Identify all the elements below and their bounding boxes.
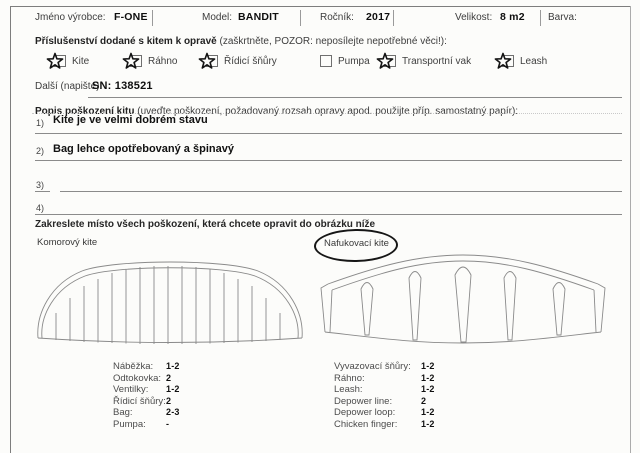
serial-underline <box>88 97 622 98</box>
header-divider <box>393 10 394 26</box>
list-item: Depower line: 2 <box>334 395 427 407</box>
list-item: Řídicí šňůry: 2 <box>113 395 172 407</box>
line-number: 3) <box>36 180 45 190</box>
manufacturer-label: Jméno výrobce: <box>35 12 106 23</box>
mark-damage-instruction: Zakreslete místo všech poškození, která chcete opravit do obrázku níže <box>35 219 376 230</box>
accessories-heading: Příslušenství dodané s kitem k opravě (zaškrtněte, POZOR: neposílejte nepotřebné věci!): <box>35 36 447 47</box>
list-item: Náběžka: 1-2 <box>113 361 180 372</box>
star-check-icon <box>494 52 516 71</box>
list-item: Vyvazovací šňůry: 1-2 <box>334 361 435 372</box>
list-item: Ventilky: 1-2 <box>113 384 180 395</box>
list-item: Odtokovka: 2 <box>113 372 172 384</box>
color-label: Barva: <box>548 12 577 23</box>
scan-border-top <box>10 6 631 7</box>
kite-strut <box>504 272 516 341</box>
accessory-item-kite <box>46 52 89 71</box>
damage-heading: Popis poškození kitu (uveďte poškození, požadovaný rozsah opravy apod. použijte příp. samostatný papír): <box>35 106 519 117</box>
damage-line-2-rule <box>35 160 622 161</box>
accessory-label: Pumpa <box>338 56 370 67</box>
accessory-label: Leash <box>520 56 548 67</box>
header-divider <box>152 10 153 26</box>
accessory-item-pumpa <box>312 52 370 71</box>
list-item: Ráhno: 1-2 <box>334 372 435 384</box>
list-item: Bag: 2-3 <box>113 407 180 418</box>
accessory-label: Kite <box>72 56 90 67</box>
accessory-label: Transportní vak <box>402 56 472 67</box>
star-check-icon <box>376 52 398 71</box>
list-item: Leash: 1-2 <box>334 384 435 395</box>
list-item: Pumpa: - <box>113 418 170 430</box>
kite-strut <box>553 283 565 336</box>
year-value: 2017 <box>366 11 391 23</box>
damage-line-3-rule <box>35 191 50 192</box>
damage-line-2-text: Bag lehce opotřebovaný a špinavý <box>53 143 234 155</box>
empty-checkbox-icon <box>312 52 334 71</box>
foil-kite-title: Komorový kite <box>37 237 98 248</box>
size-label: Velikost: <box>455 12 493 23</box>
damage-line-1-rule <box>35 133 622 134</box>
accessory-item-leash <box>494 52 547 71</box>
damage-line-1-text: Kite je ve velmi dobrém stavu <box>53 114 208 126</box>
inflatable-kite-diagram <box>318 250 608 346</box>
header-divider <box>540 10 541 26</box>
accessory-item-transportni-vak <box>376 52 471 71</box>
star-check-icon <box>122 52 144 71</box>
serial-number-value: SN: 138521 <box>92 80 153 92</box>
scan-border-right <box>630 6 631 453</box>
model-label: Model: <box>202 12 233 23</box>
year-label: Ročník: <box>320 12 354 23</box>
star-check-icon <box>198 52 220 71</box>
other-label: Další (napište): <box>35 81 103 92</box>
line-number: 1) <box>36 118 45 128</box>
line-number: 2) <box>36 146 45 156</box>
foil-kite-grade-list <box>113 361 180 430</box>
damage-line-4-rule <box>35 214 622 215</box>
size-value: 8 m2 <box>500 11 525 23</box>
manufacturer-value: F-ONE <box>114 11 148 23</box>
model-value: BANDIT <box>238 11 279 23</box>
inflatable-kite-title: Nafukovací kite <box>324 238 389 249</box>
accessory-item-rahno <box>122 52 177 71</box>
list-item: Chicken finger: 1-2 <box>334 418 435 430</box>
accessory-label: Ráhno <box>148 56 178 67</box>
damage-line-3-rule <box>60 191 622 192</box>
accessory-label: Řídicí šňůry <box>224 56 277 67</box>
kite-strut <box>361 283 373 336</box>
kite-strut <box>409 272 421 341</box>
foil-kite-diagram <box>30 258 310 348</box>
inflatable-kite-grade-list <box>334 361 435 430</box>
header-divider <box>300 10 301 26</box>
accessory-item-ridici-snury <box>198 52 277 71</box>
scan-border-left <box>10 6 11 453</box>
checkbox <box>321 56 332 67</box>
list-item: Depower loop: 1-2 <box>334 407 435 418</box>
line-number: 4) <box>36 203 45 213</box>
star-check-icon <box>46 52 68 71</box>
kite-strut <box>455 267 471 342</box>
